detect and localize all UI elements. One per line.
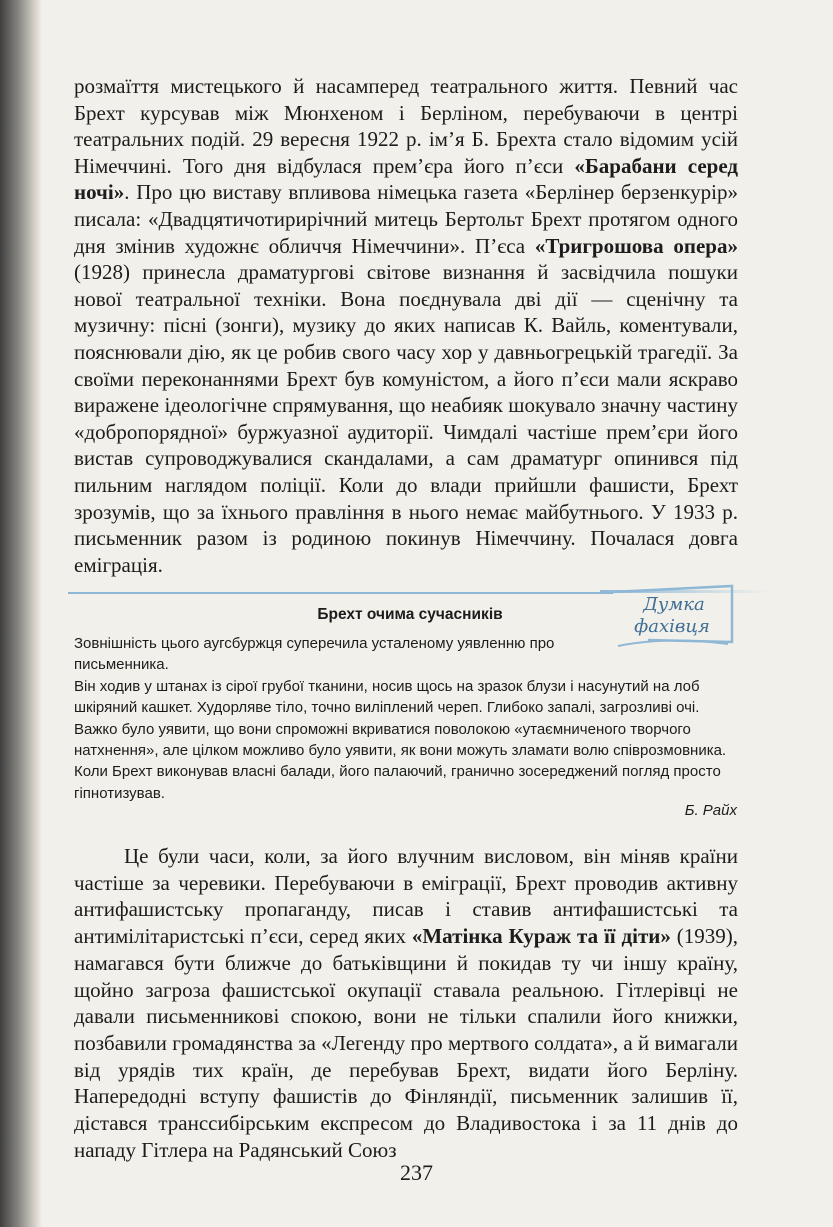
text-run: . Про цю виставу впливова німецька газета «Берлінер берзенкурір» писала: «Двадцятичотирирічний митець Бертольт Брехт протягом одного дня змінив художнє обличчя Німеччини». П’єса bbox=[74, 180, 738, 258]
quote-box-title: Брехт очима сучасників bbox=[317, 606, 503, 623]
body-paragraph-1 bbox=[74, 73, 738, 578]
quote-box-top-rule bbox=[68, 592, 613, 594]
play-title-drums: «Барабани серед ночі» bbox=[74, 153, 738, 205]
page-number: 237 bbox=[400, 1160, 433, 1185]
book-spine-shadow bbox=[0, 0, 42, 1227]
quote-box-text bbox=[74, 633, 738, 804]
text-run: Це були часи, коли, за його влучним висловом, він міняв країни частіше за черевики. Перебуваючи в еміграції, Брехт проводив активну антифашистську пропаганду, писав і ставив антифашистські та антимілітаристські п’єси, серед яких bbox=[74, 844, 738, 949]
badge-line-2: фахівця bbox=[634, 616, 710, 637]
text-run: (1928) принесла драматургові світове визнання й засвідчила пошуки нової театральної техніки. Вона поєднувала дві дії — сценічну та музичну: пісні (зонги), музику до яких написав К. Вайль, коментували, пояснювали дію, як це робив свого часу хор у давньогрецькій трагедії. За своїми переконаннями Брехт був комуністом, а його п’єси мали яскраво виражене ідеологічне спрямування, що неабияк шокувало значну частину «добропорядної» буржуазної аудиторії. Чимдалі частіше прем’єри його вистав супроводжувалися скандалами, а сам драматург опинився під пильним наглядом поліції. Коли до влади прийшли фашисти, Брехт зрозумів, що за їхнього правління в нього немає майбутнього. У 1933 р. письменник разом із родиною покинув Німеччину. Почалася довга еміграція. bbox=[74, 260, 738, 577]
quote-text-first-line: Зовнішність цього аугсбуржця суперечила усталеному уявленню про письменника. bbox=[74, 635, 555, 674]
badge-line-1: Думка bbox=[643, 594, 705, 615]
play-title-threepenny: «Тригрошова опера» bbox=[534, 233, 738, 258]
play-title-mother-courage: «Матінка Кураж та її діти» bbox=[411, 924, 671, 949]
quote-text-rest: Він ходив у штанах із сірої грубої тканини, носив щось на зразок блузи і насунутий на лоб шкіряний кашкет. Худорляве тіло, точно виліплений череп. Глибоко запалі, загрозливі очі. Важко було уявити, що вони спроможні вкриватися поволокою «утаємниченого творчого натхнення», але цілком можливо було уявити, як вони можуть зламати волю співрозмовника. Коли Брехт виконував власні балади, його палаючий, гранично зосереджений погляд просто гіпнотизував. bbox=[74, 677, 727, 802]
body-paragraph-2 bbox=[74, 843, 738, 1163]
text-run: розмаїття мистецького й насамперед театрального життя. Певний час Брехт курсував між Мюнхеном і Берліном, перебуваючи в центрі театральних подій. 29 вересня 1922 р. ім’я Б. Брехта стало відомим усій Німеччині. Того дня відбулася прем’єра його п’єси bbox=[74, 74, 738, 178]
quote-author: Б. Райх bbox=[684, 802, 737, 819]
text-run: (1939), намагався бути ближче до батьківщини й покидав ту чи іншу країну, щойно загроза фашистської окупації ставала реальною. Гітлерівці не давали письменникові спокою, вони не тільки спалили його книжки, позбавили громадянства за «Легенду про мертвого солдата», а й вимагали від урядів тих країн, де перебував Брехт, видати його Берліну. Напередодні вступу фашистів до Фінляндії, письменник залишив її, дістався транссибірським експресом до Владивостока і за 11 днів до нападу Гітлера на Радянський Союз bbox=[74, 924, 738, 1162]
